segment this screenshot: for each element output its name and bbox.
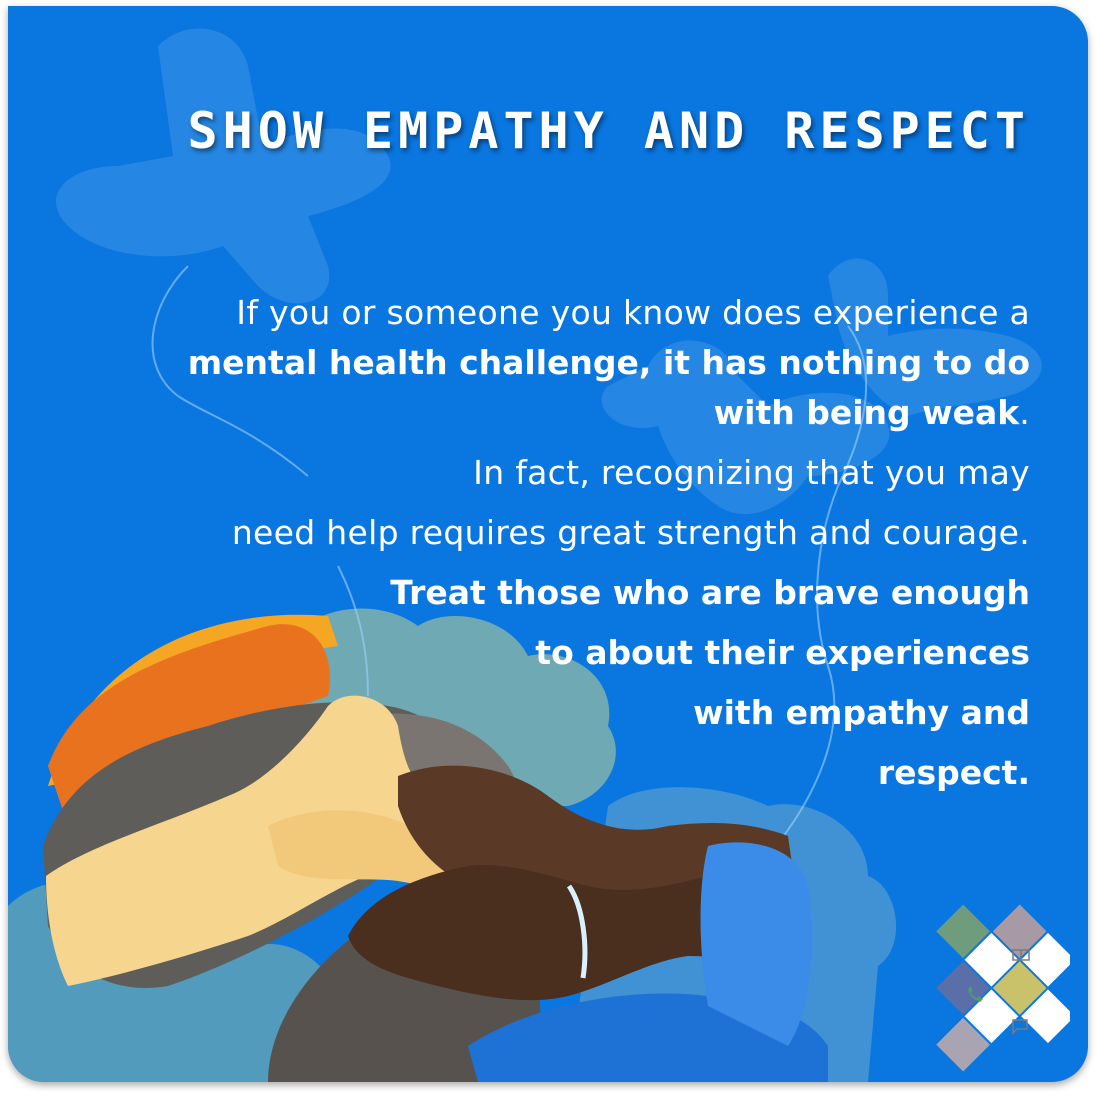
paragraph-3-line-2: to about their experiences: [535, 633, 1030, 672]
paragraph-2-line-1: In fact, recognizing that you may: [473, 453, 1030, 492]
paragraph-2-line-2: need help requires great strength and courage.: [231, 513, 1030, 552]
paragraph-1-line-3-end: .: [1019, 393, 1030, 432]
organization-logo: [910, 898, 1070, 1078]
paragraph-3-line-1: Treat those who are brave enough: [390, 573, 1030, 612]
paragraph-1-line-3-bold: with being weak: [713, 393, 1020, 432]
paragraph-1-line-1: If you or someone you know does experience a: [236, 293, 1030, 332]
paragraph-1-line-3: [70, 388, 1030, 438]
paragraph-1-line-2: mental health challenge, it has nothing to do: [187, 343, 1030, 382]
paragraph-3-line-3: with empathy and: [693, 693, 1030, 732]
chat-icon: [1013, 1020, 1027, 1033]
message-body: [70, 288, 1030, 798]
poster-card: [8, 6, 1088, 1082]
paragraph-3-line-4: respect.: [877, 753, 1030, 792]
page-title: SHOW EMPATHY AND RESPECT: [187, 102, 1030, 160]
